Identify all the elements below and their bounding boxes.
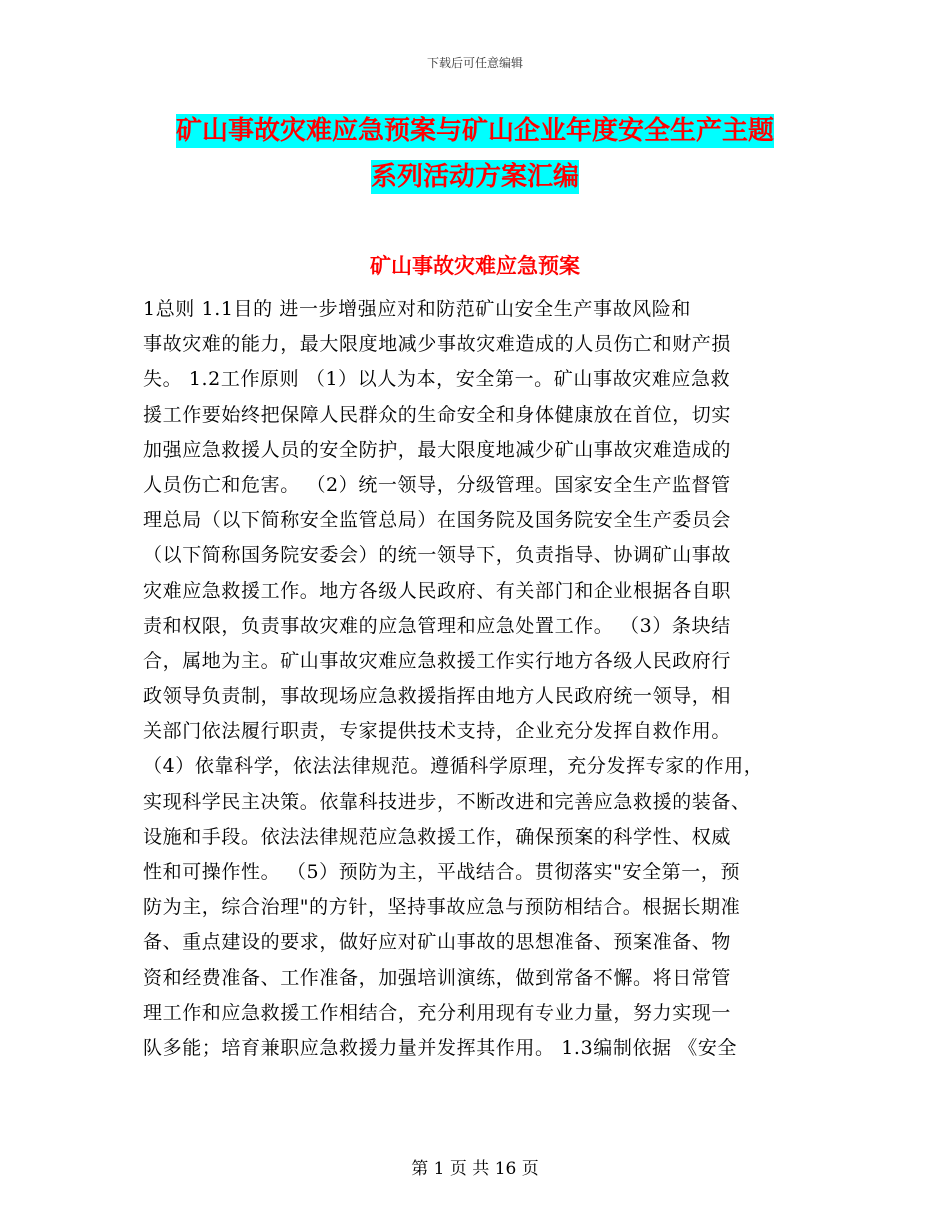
body-line: 人员伤亡和危害。 （2）统一领导，分级管理。国家安全生产监督管 — [143, 473, 731, 496]
body-line: 理总局（以下简称安全监管总局）在国务院及国务院安全生产委员会 — [143, 509, 732, 532]
body-line: 防为主，综合治理"的方针，坚持事故应急与预防相结合。根据长期准 — [143, 896, 741, 919]
body-line: 灾难应急救援工作。地方各级人民政府、有关部门和企业根据各自职 — [143, 579, 732, 602]
section-title: 矿山事故灾难应急预案 — [370, 254, 580, 278]
body-line: （4）依靠科学，依法法律规范。遵循科学原理，充分发挥专家的作用， — [143, 755, 764, 778]
body-line: 性和可操作性。 （5）预防为主，平战结合。贯彻落实"安全第一，预 — [143, 861, 741, 883]
header-note: 下载后可任意编辑 — [426, 56, 523, 70]
title-line-2-text: 系列活动方案汇编 — [370, 162, 579, 192]
body-line: 事故灾难的能力，最大限度地减少事故灾难造成的人员伤亡和财产损 — [143, 333, 732, 356]
body-line: 资和经费准备、工作准备，加强培训演练，做到常备不懈。将日常管 — [143, 966, 732, 989]
page-footer: 第 1 页 共 16 页 — [411, 1159, 539, 1179]
body-line: 失。 1.2工作原则 （1）以人为本，安全第一。矿山事故灾难应急救 — [143, 368, 731, 391]
body-line: 实现科学民主决策。依靠科技进步，不断改进和完善应急救援的装备、 — [143, 790, 751, 813]
title-line-1-text: 矿山事故灾难应急预案与矿山企业年度安全生产主题 — [175, 116, 774, 146]
body-line: 关部门依法履行职责，专家提供技术支持，企业充分发挥自救作用。 — [143, 720, 732, 743]
body-line: （以下简称国务院安委会）的统一领导下，负责指导、协调矿山事故 — [143, 544, 732, 567]
body-text — [143, 292, 813, 1066]
body-line: 设施和手段。依法法律规范应急救援工作，确保预案的科学性、权威 — [143, 825, 732, 848]
title-line-1 — [0, 108, 950, 154]
title-line-2 — [0, 154, 950, 200]
body-line: 理工作和应急救援工作相结合，充分利用现有专业力量，努力实现一 — [143, 1001, 732, 1024]
body-line: 合，属地为主。矿山事故灾难应急救援工作实行地方各级人民政府行 — [143, 649, 732, 672]
body-line: 政领导负责制，事故现场应急救援指挥由地方人民政府统一领导，相 — [143, 685, 732, 708]
body-line: 队多能；培育兼职应急救援力量并发挥其作用。 1.3编制依据 《安全 — [143, 1036, 738, 1059]
document-title — [0, 108, 950, 200]
body-line: 责和权限，负责事故灾难的应急管理和应急处置工作。 （3）条块结 — [143, 614, 731, 637]
body-line: 加强应急救援人员的安全防护，最大限度地减少矿山事故灾难造成的 — [143, 438, 732, 461]
body-line: 援工作要始终把保障人民群众的生命安全和身体健康放在首位，切实 — [143, 403, 732, 426]
body-line: 1总则 1.1目的 进一步增强应对和防范矿山安全生产事故风险和 — [143, 298, 691, 320]
body-line: 备、重点建设的要求，做好应对矿山事故的思想准备、预案准备、物 — [143, 931, 732, 954]
